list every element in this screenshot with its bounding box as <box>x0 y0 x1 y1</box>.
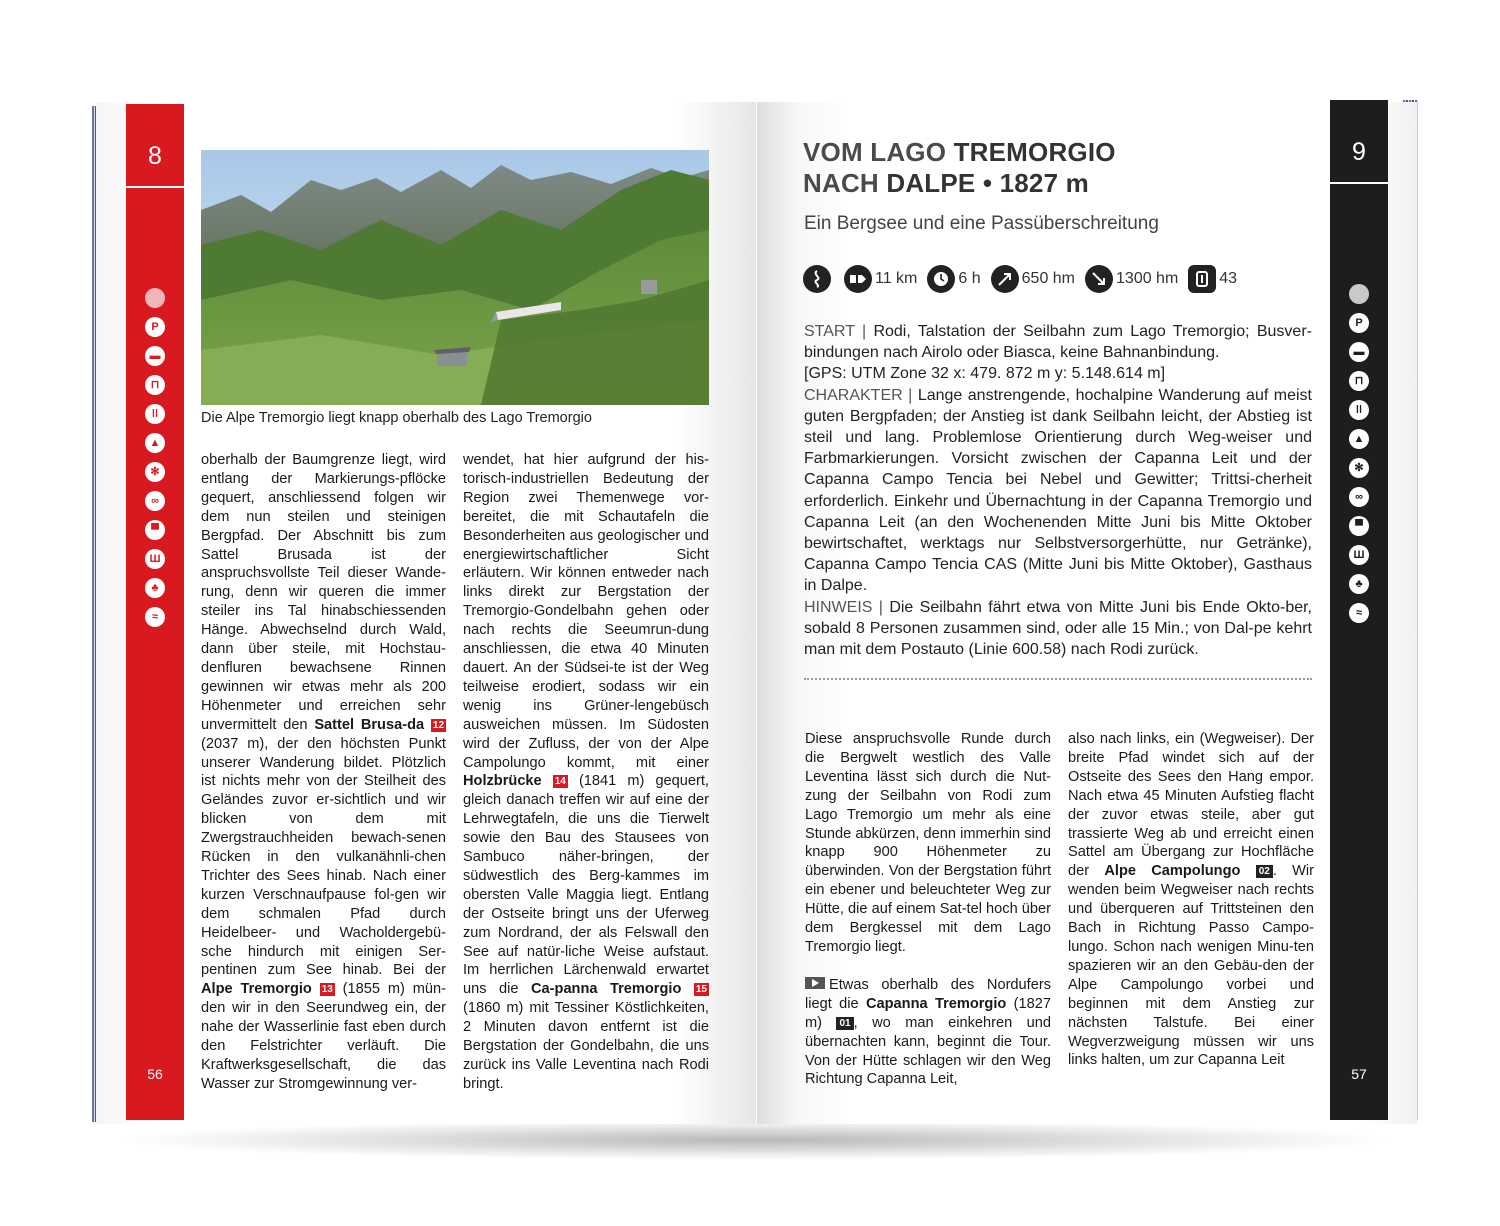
signpost-icon <box>844 265 872 293</box>
cable-car-icon: ⊓ <box>1349 371 1369 391</box>
text-span: wendet, hat hier aufgrund der his-torisch-industriellen Bedeutung der Region zwei Themenwege vor-bereitet, die mit Schautafeln die Besonderheiten aus geologischer und energiewirtschaftlicher Sicht erläutern. Wir können entweder nach links direkt zur Bergstation der Tremorgio-Gondelbahn gehen oder nach rechts die Seeumrun-dung anschliessen, die etwa 40 Minuten dauert. An der Südsei-te ist der Weg teilweise erodiert, sodass wir ein wenig ins Grüner-lengebüsch ausweichen müssen. Im Südosten wird der Zufluss, der von der Alpe Campolungo kommt, mit einer <box>463 452 709 771</box>
category-icons <box>142 288 168 636</box>
info-paragraph <box>804 321 1312 363</box>
title-line1-light: VOM LAGO <box>803 137 954 167</box>
route-type-icon <box>803 265 831 293</box>
duration-value: 6 h <box>958 270 981 287</box>
text-span: . Wir wenden beim Wegweiser nach rechts und überqueren auf Trittsteinen den Bach in Richtung Passo Campo-lungo. Schon nach wenigen Minu-ten spazieren wir an den Gebäu-den der Alpe Campolungo vorbei und beginnen mit dem Anstieg zur nächsten Talstufe. Bei einer Wegverzweigung müssen wir uns links halten, um zur Capanna Leit <box>1068 863 1314 1069</box>
info-text: Lange anstrengende, hochalpine Wanderung auf meist guten Bergpfaden; der Anstieg ist dank Seilbahn leicht, der Abstieg ist steil und lang. Problemlose Orientierung durch Weg-weiser und Farbmarkierungen. Vorsicht zwischen der Capanna Leit und der Capanna Campo Tencia bei Nebel und Gewitter; Trittsi-cherheit erforderlich. Einkehr und Übernachtung in der Capanna Tremorgio und Capanna Leit (an den Wochenenden Mitte Juni bis Mitte Oktober bewirtschaftet, werktags nur Selbstversorgerhütte, nur Getränke), Capanna Campo Tencia CAS (Mitte Juni bis Mitte Oktober), Gasthaus in Dalpe. <box>804 386 1313 595</box>
text-span: (1827 m) <box>805 995 1052 1031</box>
bus-icon: ▬ <box>1349 342 1369 362</box>
waypoint-marker: 14 <box>554 776 566 788</box>
descent-stat <box>1085 265 1178 293</box>
intro-paragraph: Diese anspruchsvolle Runde durch die Bergwelt westlich des Valle Leventina lässt sich durch die Nut-zung der Seilbahn von Rodi zum Lago Tremorgio um mehr als eine Stunde abkürzen, denn immerhin sind knapp 900 Höhenmeter zu überwinden. Von der Bergstation führt ein ebener und beleuchteter Weg zur Hütte, die auf einem Sat-tel hoch über dem Bergkessel mit dem Lago Tremorgio liegt. <box>805 731 1051 955</box>
ascent-arrow-icon <box>991 265 1019 293</box>
route-info-box <box>804 321 1312 660</box>
landscape-photo <box>201 150 709 405</box>
tent-icon: ▲ <box>1349 429 1369 449</box>
place-name: Alpe Tremorgio <box>201 981 312 998</box>
place-name: Alpe Campolungo <box>1104 863 1241 880</box>
page-number-right: 57 <box>1351 1066 1367 1082</box>
museum-icon: Ш <box>145 549 165 569</box>
book-shadow <box>110 1120 1400 1160</box>
clock-icon <box>927 265 955 293</box>
chapter-tab-left <box>126 104 184 1120</box>
bear-icon <box>1349 284 1369 304</box>
text-span: , wo man einkehren und übernachten kann, beginnt die Tour. Von der Hütte schlagen wir den Weg Richtung Capanna Leit, <box>805 1014 1051 1088</box>
chapter-number: 8 <box>148 142 162 170</box>
page-number-left: 56 <box>147 1066 163 1082</box>
title-line1-bold: TREMORGIO <box>953 137 1116 167</box>
bus-icon: ▬ <box>145 346 165 366</box>
info-paragraph <box>804 363 1312 384</box>
place-name: Sattel Brusa-da <box>314 716 425 733</box>
right-text-column-1 <box>805 730 1051 1089</box>
duration-stat <box>927 265 980 293</box>
text-span: also nach links, ein (Wegweiser). Der breite Pfad windet sich auf der Ostseite des Sees den Hang empor. Nach etwa 45 Minuten Aufstieg flacht der zuvor etwas steile, aber gut trassierte Weg ab und erreicht einen Sattel am Übergang zur Hochfläche der <box>1068 731 1314 880</box>
chapter-tab-right <box>1330 100 1388 1120</box>
chapter-number: 9 <box>1352 138 1366 166</box>
bear-icon <box>145 288 165 308</box>
tree-icon: ♣ <box>145 578 165 598</box>
text-span: (1855 m) mün-den wir in den Seerundweg ein, der nahe der Wasserlinie fast eben durch den Felstrichter verläuft. Die Kraftwerksgesellschaft, die das Wasser zur Stromgewinnung ver- <box>201 981 446 1092</box>
route-type-stat <box>803 265 834 293</box>
waypoint-marker: 02 <box>1256 865 1273 878</box>
map-icon <box>1188 265 1216 293</box>
info-key: HINWEIS | <box>804 598 890 616</box>
tree-icon: ♣ <box>1349 574 1369 594</box>
waypoint-marker: 01 <box>836 1017 853 1030</box>
bed-icon: ▀ <box>145 520 165 540</box>
place-name: Holzbrücke <box>463 773 542 790</box>
bed-icon: ▀ <box>1349 516 1369 536</box>
bicycle-icon: ∞ <box>1349 487 1369 507</box>
descent-value: 1300 hm <box>1116 270 1179 287</box>
title-line2-bold: DALPE • 1827 m <box>886 168 1089 198</box>
waypoint-marker: 13 <box>321 984 333 996</box>
swimming-icon: ≈ <box>1349 603 1369 623</box>
info-paragraph <box>804 597 1312 661</box>
chapter-divider <box>126 186 184 188</box>
text-span: (2037 m), der den höchsten Punkt unserer Wanderung bildet. Plötzlich ist nichts mehr von der Steilheit des Geländes zuvor er-sichtlich und wir blicken von dem mit Zwergstrauchheiden bewach-senen Rücken in den vulkanähnli-chen Trichter des Sees hinab. Nach einer kurzen Verschnaufpause fol-gen wir dem schmalen Pfad durch Heidelbeer- und Wacholdergebü-sche hindurch mit einigen Ser-pentinen zum See hinab. Bei der <box>201 735 446 979</box>
text-span: oberhalb der Baumgrenze liegt, wird entlang der Markierungs-pflöcke gequert, anschliessend folgen wir dem nun steilen und steinigen Bergpfad. Der Abschnitt bis zum Sattel Brusada ist der anspruchsvollste Teil dieser Wande-rung, denn wir queren die immer steiler ins Tal hinabschiessenden Hänge. Abwechselnd durch Wald, dann über steile, mit Hochstau-denfluren bewachsene Rinnen gewinnen wir etwas mehr als 200 Höhenmeter und erreichen sehr unvermittelt den <box>201 452 446 733</box>
info-paragraph <box>804 385 1312 597</box>
place-name: Capanna Tremorgio <box>865 995 1007 1012</box>
photo-caption: Die Alpe Tremorgio liegt knapp oberhalb des Lago Tremorgio <box>201 410 592 426</box>
map-ref-value: 43 <box>1219 270 1238 287</box>
descent-arrow-icon <box>1085 265 1113 293</box>
dotted-divider <box>804 678 1312 680</box>
chapter-divider <box>1330 182 1388 184</box>
title-line2-light: NACH <box>803 168 887 198</box>
route-title <box>803 137 1116 199</box>
restaurant-icon: ǀǀ <box>1349 400 1369 420</box>
start-arrow-icon <box>805 977 825 989</box>
cable-car-icon: ⊓ <box>145 375 165 395</box>
left-text-column-1 <box>201 451 446 1094</box>
tent-icon: ▲ <box>145 433 165 453</box>
route-stats <box>803 263 1247 295</box>
map-stat <box>1188 265 1237 293</box>
text-span: Etwas oberhalb des Nordufers liegt die <box>805 976 1051 1012</box>
parking-icon: P <box>145 317 165 337</box>
swimming-icon: ≈ <box>145 607 165 627</box>
parking-icon: P <box>1349 313 1369 333</box>
info-text: [GPS: UTM Zone 32 x: 479. 872 m y: 5.148.614 m] <box>804 365 1166 383</box>
distance-value: 11 km <box>875 270 918 287</box>
info-key: START | <box>804 323 874 340</box>
text-span: (1841 m) gequert, gleich danach treffen wir auf eine der Lehrwegtafeln, die uns die Tierwelt sowie den Bau des Stausees von Sambuco näher-bringen, der südwestlich des Berg-kammes im obersten Valle Maggia liegt. Entlang der Ostseite bringt uns der Uferweg zum Nordrand, der als Felswall den See auf natür-liche Weise aufstaut. Im herrlichen Lärchenwald erwartet uns die <box>463 773 709 998</box>
info-text: Rodi, Talstation der Seilbahn zum Lago Tremorgio; Busver-bindungen nach Airolo oder Biasca, keine Bahnanbindung. <box>804 323 1312 362</box>
right-text-column-2 <box>1068 730 1314 1070</box>
info-key: CHARAKTER | <box>804 386 918 404</box>
info-text: Die Seilbahn fährt etwa von Mitte Juni bis Ende Okto-ber, sobald 8 Personen zusammen sind, oder alle 15 Min.; von Dal-pe kehrt man mit dem Postauto (Linie 600.58) nach Rodi zurück. <box>804 598 1313 659</box>
category-icons <box>1346 284 1372 632</box>
distance-stat <box>844 265 917 293</box>
place-name: Ca-panna Tremorgio <box>531 981 682 998</box>
museum-icon: Ш <box>1349 545 1369 565</box>
snowflake-icon: ✻ <box>1349 458 1369 478</box>
ascent-stat <box>991 265 1075 293</box>
waypoint-marker: 12 <box>432 719 445 731</box>
waypoint-marker: 15 <box>695 984 707 996</box>
route-subtitle: Ein Bergsee und eine Passüberschreitung <box>804 213 1159 234</box>
snowflake-icon: ✻ <box>145 462 165 482</box>
ascent-value: 650 hm <box>1021 270 1076 287</box>
text-span: (1860 m) mit Tessiner Köstlichkeiten, 2 Minuten davon entfernt ist die Bergstation der Gondelbahn, die uns zurück ins Valle Leventina nach Rodi bringt. <box>463 1000 709 1092</box>
bicycle-icon: ∞ <box>145 491 165 511</box>
left-text-column-2 <box>463 451 709 1094</box>
restaurant-icon: ǀǀ <box>145 404 165 424</box>
